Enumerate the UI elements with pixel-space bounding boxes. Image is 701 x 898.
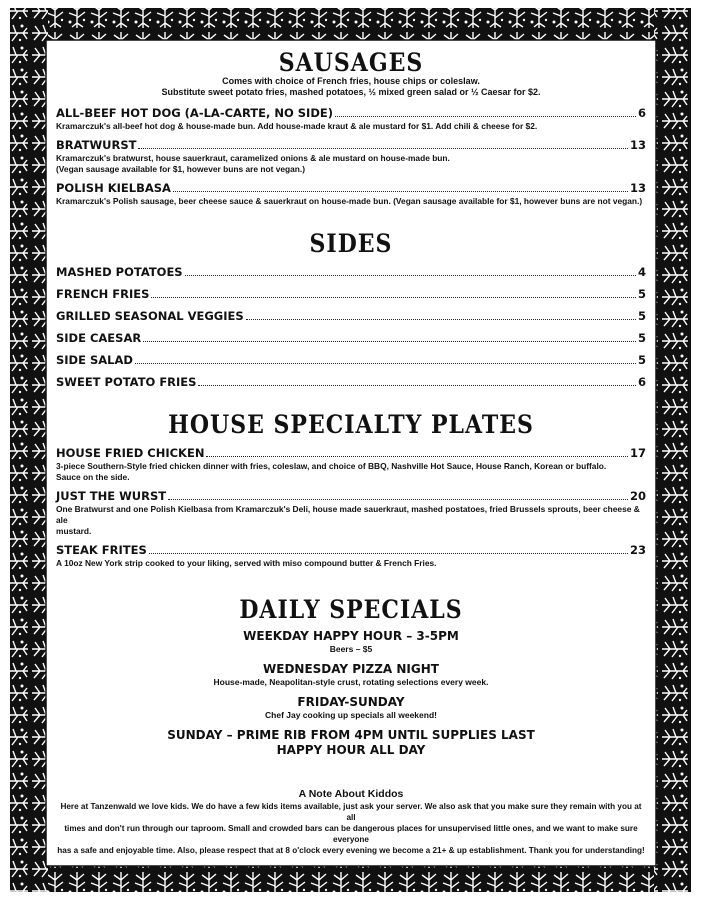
menu-item [56, 138, 646, 175]
note-text: has a safe and enjoyable time. Also, please respect that at 8 o'clock every evening we become a 21+ & up establishment. Thank you for understanding! [57, 846, 645, 855]
item-name: GRILLED SEASONAL VEGGIES [56, 309, 244, 323]
item-price: 5 [637, 331, 646, 345]
item-name: SIDE CAESAR [56, 331, 142, 345]
special-detail: House-made, Neapolitan-style crust, rotating selections every week. [213, 677, 489, 687]
note-text: times and don't run through our taproom. Small and crowded bars can be dangerous places for unsupervised little ones, and we want to make sure everyone [64, 824, 638, 844]
special-title: FRIDAY-SUNDAY [297, 695, 405, 709]
note-text: Here at Tanzenwald we love kids. We do have a few kids items available, just ask your server. We also ask that you make sure they remain with you at all [60, 802, 642, 822]
sausages-intro-substitute: Substitute sweet potato fries, mashed potatoes, ½ mixed green salad or ½ Caesar for $2. [161, 87, 541, 97]
special-detail: Chef Jay cooking up specials all weekend! [265, 710, 437, 720]
item-description: A 10oz New York strip cooked to your liking, served with miso compound butter & French Fries. [56, 558, 437, 568]
side-item [56, 331, 646, 346]
item-price: 5 [637, 353, 646, 367]
item-description: Kramarczuk's bratwurst, house sauerkraut, caramelized onions & ale mustard on house-made bun. [56, 153, 450, 163]
item-name: HOUSE FRIED CHICKEN [56, 446, 205, 460]
item-name: SIDE SALAD [56, 353, 133, 367]
dot-leader [138, 147, 628, 149]
item-name: JUST THE WURST [56, 489, 167, 503]
menu-item [56, 489, 646, 537]
item-price: 4 [637, 265, 646, 279]
menu-item [56, 543, 646, 569]
plates-section [56, 412, 646, 569]
item-name: POLISH KIELBASA [56, 181, 171, 195]
side-item [56, 309, 646, 324]
section-title-specials: DAILY SPECIALS [239, 595, 463, 625]
item-price: 6 [637, 375, 646, 389]
menu-item [56, 106, 646, 132]
item-description-note: Sauce on the side. [56, 472, 130, 482]
item-price: 17 [629, 446, 646, 460]
item-name: SWEET POTATO FRIES [56, 375, 197, 389]
dot-leader [173, 190, 628, 192]
menu-item [56, 181, 646, 207]
sausages-intro: Comes with choice of French fries, house chips or coleslaw. [222, 76, 480, 86]
item-price: 13 [629, 138, 646, 152]
side-item [56, 265, 646, 280]
item-description-note: mustard. [56, 526, 92, 536]
section-title-plates: HOUSE SPECIALTY PLATES [168, 410, 534, 440]
note-title: A Note About Kiddos [298, 788, 404, 800]
item-price: 23 [629, 543, 646, 557]
item-description: Kramarczuk's Polish sausage, beer cheese sauce & sauerkraut on house-made bun. (Vegan sausage available for $1, however buns are not vegan.) [56, 196, 643, 206]
menu-content [56, 44, 646, 864]
special-title: WEDNESDAY PIZZA NIGHT [263, 662, 439, 676]
sides-section [56, 231, 646, 390]
item-description: Kramarczuk's all-beef hot dog & house-made bun. Add house-made kraut & ale mustard for $1. Add chili & cheese for $2. [56, 121, 538, 131]
menu-item [56, 446, 646, 483]
dot-leader [151, 296, 636, 298]
item-price: 6 [637, 106, 646, 120]
dot-leader [246, 318, 636, 320]
item-price: 5 [637, 309, 646, 323]
item-description-note: (Vegan sausage available for $1, however buns are not vegan.) [56, 164, 306, 174]
item-name: ALL-BEEF HOT DOG (A-LA-CARTE, NO SIDE) [56, 106, 333, 120]
item-description: One Bratwurst and one Polish Kielbasa from Kramarczuk's Deli, house made sauerkraut, mashed postatoes, fried Brussels sprouts, beer cheese & ale [56, 504, 640, 525]
item-price: 13 [629, 181, 646, 195]
side-item [56, 353, 646, 368]
item-name: STEAK FRITES [56, 543, 147, 557]
special-title: WEEKDAY HAPPY HOUR – 3-5PM [243, 629, 459, 643]
dot-leader [335, 115, 636, 117]
dot-leader [149, 552, 628, 554]
special-title-sunday: SUNDAY – PRIME RIB FROM 4PM UNTIL SUPPLIES LAST [167, 728, 535, 742]
sausages-section [56, 50, 646, 207]
dot-leader [185, 274, 636, 276]
dot-leader [198, 384, 636, 386]
item-name: BRATWURST [56, 138, 137, 152]
special-title-happy-hour: HAPPY HOUR ALL DAY [276, 743, 426, 757]
special-detail: Beers – $5 [329, 644, 373, 654]
item-description: 3-piece Southern-Style fried chicken dinner with fries, coleslaw, and choice of BBQ, Nashville Hot Sauce, House Ranch, Korean or buffalo. [56, 461, 607, 471]
item-name: FRENCH FRIES [56, 287, 150, 301]
dot-leader [143, 340, 636, 342]
item-name: MASHED POTATOES [56, 265, 183, 279]
item-price: 20 [629, 489, 646, 503]
side-item [56, 375, 646, 390]
section-title-sausages: SAUSAGES [278, 48, 424, 78]
dot-leader [135, 362, 636, 364]
specials-section [56, 597, 646, 758]
section-title-sides: SIDES [309, 229, 393, 259]
dot-leader [206, 455, 628, 457]
dot-leader [168, 498, 628, 500]
side-item [56, 287, 646, 302]
kids-note [56, 788, 646, 856]
item-price: 5 [637, 287, 646, 301]
